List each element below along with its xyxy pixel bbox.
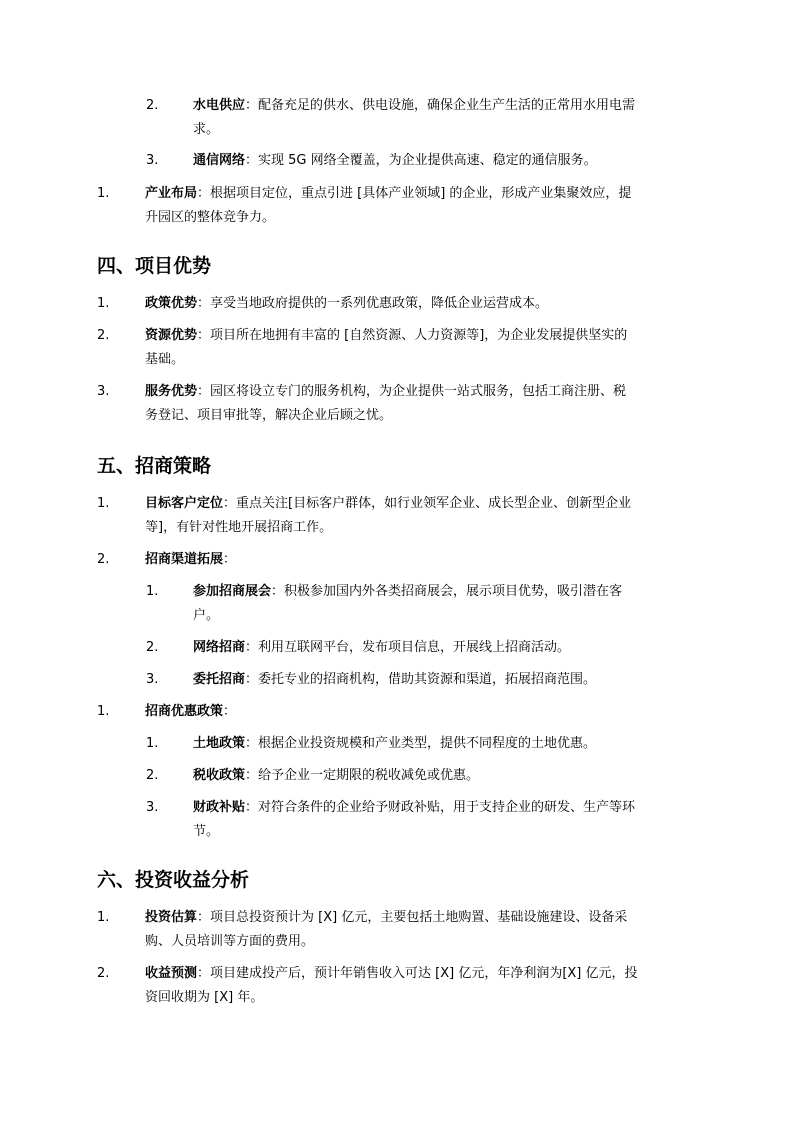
item-text: ：园区将设立专门的服务机构，为企业提供一站式服务，包括工商注册、税 — [197, 384, 627, 399]
item-text-cont: 资回收期为 [X] 年。 — [145, 990, 264, 1005]
item-text-cont: 求。 — [193, 122, 220, 137]
list-item — [145, 962, 705, 986]
item-term: 产业布局 — [145, 186, 198, 201]
list-item — [145, 380, 705, 404]
item-term: 财政补贴 — [193, 800, 246, 815]
list-item — [145, 292, 705, 316]
list-number: 3. — [97, 384, 110, 399]
list-item — [145, 700, 705, 724]
item-term: 网络招商 — [193, 640, 246, 655]
list-item — [193, 94, 703, 118]
list-item — [193, 732, 703, 756]
item-text: ：配备充足的供水、供电设施，确保企业生产生活的正常用水用电需 — [245, 98, 636, 113]
item-text: ：根据项目定位，重点引进 [具体产业领域] 的企业，形成产业集聚效应，提 — [197, 186, 632, 201]
item-term: 委托招商 — [193, 672, 246, 687]
list-number: 2. — [146, 640, 159, 655]
section-heading: 四、项目优势 — [97, 255, 212, 277]
list-number: 2. — [97, 552, 110, 567]
item-text: ：根据企业投资规模和产业类型，提供不同程度的土地优惠。 — [245, 736, 597, 751]
item-text: ：重点关注[目标客户群体，如行业领军企业、成长型企业、创新型企业 — [223, 496, 632, 511]
item-term: 土地政策 — [193, 736, 246, 751]
item-text: ：项目所在地拥有丰富的 [自然资源、人力资源等]，为企业发展提供坚实的 — [197, 328, 628, 343]
list-item — [145, 548, 705, 572]
item-text: ： — [223, 552, 237, 567]
item-text-cont: 基础。 — [145, 352, 185, 367]
item-text: ：给予企业一定期限的税收减免或优惠。 — [245, 768, 480, 783]
item-term: 资源优势 — [145, 328, 198, 343]
item-term: 服务优势 — [145, 384, 198, 399]
list-number: 3. — [146, 800, 159, 815]
list-number: 1. — [97, 910, 110, 925]
list-item — [145, 906, 705, 930]
item-term: 通信网络 — [193, 153, 246, 168]
item-term: 水电供应 — [193, 98, 246, 113]
item-text: ： — [223, 704, 237, 719]
item-term: 税收政策 — [193, 768, 246, 783]
list-item — [193, 580, 703, 604]
list-number: 1. — [97, 186, 110, 201]
list-item — [193, 636, 703, 660]
item-text: ：利用互联网平台，发布项目信息，开展线上招商活动。 — [245, 640, 571, 655]
list-item — [193, 149, 703, 173]
item-text: ：项目总投资预计为 [X] 亿元，主要包括土地购置、基础设施建设、设备采 — [197, 910, 628, 925]
list-number: 2. — [146, 768, 159, 783]
item-text-cont: 务登记、项目审批等，解决企业后顾之忧。 — [145, 408, 393, 423]
list-number: 3. — [146, 153, 159, 168]
list-item — [193, 796, 703, 820]
item-term: 政策优势 — [145, 296, 198, 311]
item-text: ：实现 5G 网络全覆盖，为企业提供高速、稳定的通信服务。 — [245, 153, 597, 168]
list-number: 2. — [97, 328, 110, 343]
list-number: 1. — [97, 496, 110, 511]
list-item — [145, 182, 705, 206]
item-text-cont: 节。 — [193, 824, 220, 839]
item-term: 参加招商展会 — [193, 584, 272, 599]
item-text-cont: 升园区的整体竞争力。 — [145, 210, 276, 225]
list-number: 3. — [146, 672, 159, 687]
list-number: 1. — [97, 296, 110, 311]
item-text: ：积极参加国内外各类招商展会，展示项目优势，吸引潜在客 — [271, 584, 623, 599]
list-number: 1. — [146, 584, 159, 599]
list-item — [193, 764, 703, 788]
list-number: 1. — [146, 736, 159, 751]
list-item — [145, 324, 705, 348]
item-text-cont: 购、人员培训等方面的费用。 — [145, 934, 315, 949]
item-text: ：对符合条件的企业给予财政补贴，用于支持企业的研发、生产等环 — [245, 800, 636, 815]
item-term: 目标客户定位 — [145, 496, 224, 511]
item-text: ：委托专业的招商机构，借助其资源和渠道，拓展招商范围。 — [245, 672, 597, 687]
item-text-cont: 等]，有针对性地开展招商工作。 — [145, 520, 333, 535]
item-text-cont: 户。 — [193, 608, 220, 623]
list-number: 1. — [97, 704, 110, 719]
list-item — [145, 492, 705, 516]
list-number: 2. — [146, 98, 159, 113]
item-term: 招商优惠政策 — [145, 704, 224, 719]
item-term: 投资估算 — [145, 910, 198, 925]
section-heading: 五、招商策略 — [97, 455, 212, 477]
list-number: 2. — [97, 966, 110, 981]
section-heading: 六、投资收益分析 — [97, 869, 250, 891]
item-term: 收益预测 — [145, 966, 198, 981]
item-text: ：项目建成投产后，预计年销售收入可达 [X] 亿元，年净利润为[X] 亿元，投 — [197, 966, 638, 981]
item-term: 招商渠道拓展 — [145, 552, 224, 567]
list-item — [193, 668, 703, 692]
item-text: ：享受当地政府提供的一系列优惠政策，降低企业运营成本。 — [197, 296, 549, 311]
